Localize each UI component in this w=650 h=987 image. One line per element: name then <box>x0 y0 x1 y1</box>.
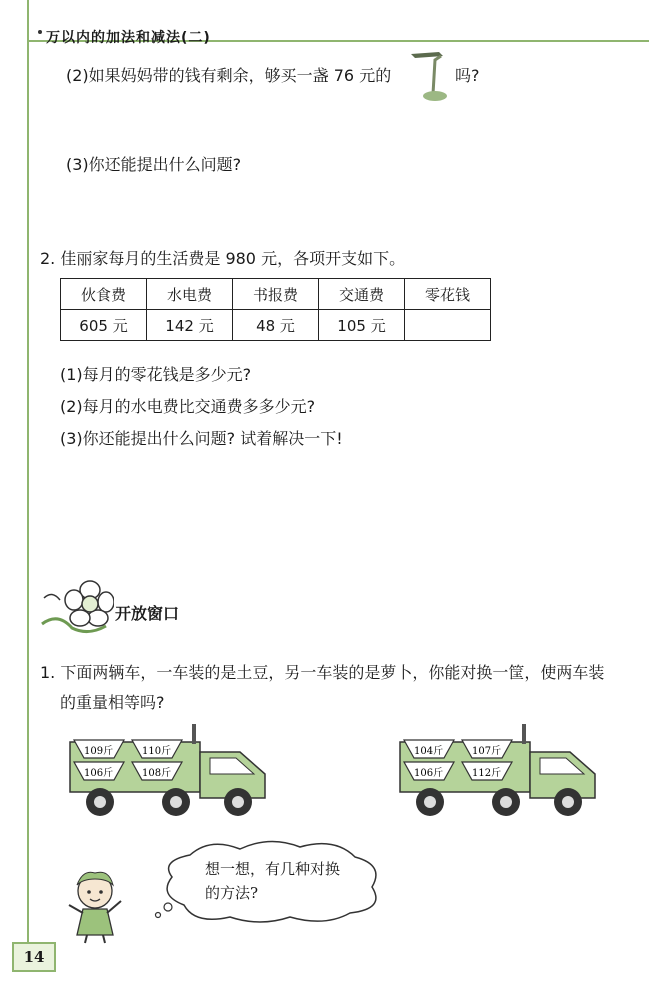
truck2-basket-label: 112斤 <box>472 768 502 779</box>
table-header-cell: 伙食费 <box>61 279 147 310</box>
table-header-cell: 书报费 <box>233 279 319 310</box>
expense-table <box>60 278 491 341</box>
cloud-line1: 想一想，有几种对换 <box>205 860 341 878</box>
table-header-cell: 水电费 <box>147 279 233 310</box>
flower-icon <box>38 572 114 640</box>
page-number: 14 <box>12 942 56 972</box>
truck2-basket-label: 106斤 <box>414 768 444 779</box>
truck-2 <box>390 720 600 820</box>
table-cell: 48 元 <box>233 310 319 341</box>
table-header-row <box>61 279 491 310</box>
table-cell: 142 元 <box>147 310 233 341</box>
desk-lamp-icon <box>405 48 457 104</box>
truck1-basket-label: 106斤 <box>84 768 114 779</box>
problem-2-sub3: (3)你还能提出什么问题? 试着解决一下! <box>60 429 343 448</box>
chapter-header: 万以内的加法和减法(二) <box>46 30 211 46</box>
problem-2-sub1: (1)每月的零花钱是多少元? <box>60 365 252 384</box>
header-bullet <box>38 30 42 34</box>
cloud-line2: 的方法? <box>205 884 259 902</box>
margin-line <box>27 0 29 945</box>
table-header-cell: 交通费 <box>319 279 405 310</box>
problem-2-sub2: (2)每月的水电费比交通费多多少元? <box>60 397 316 416</box>
table-header-cell: 零花钱 <box>405 279 491 310</box>
table-cell: 605 元 <box>61 310 147 341</box>
truck1-basket-label: 109斤 <box>84 746 114 757</box>
table-cell: 105 元 <box>319 310 405 341</box>
truck2-basket-label: 104斤 <box>414 746 444 757</box>
thought-cloud <box>150 835 390 925</box>
question-2-3: (3)你还能提出什么问题? <box>66 155 242 174</box>
open-problem-1-line1: 1. 下面两辆车，一车装的是土豆，另一车装的是萝卜，你能对换一筐，使两车装 <box>40 663 605 682</box>
table-cell <box>405 310 491 341</box>
truck1-basket-label: 110斤 <box>142 746 172 757</box>
question-2-2-end: 吗? <box>455 66 480 85</box>
table-row <box>61 310 491 341</box>
open-window-title: 开放窗口 <box>115 604 180 623</box>
question-2-2: (2)如果妈妈带的钱有剩余，够买一盏 76 元的 <box>66 66 392 85</box>
truck2-basket-label: 107斤 <box>472 746 502 757</box>
girl-illustration <box>55 865 135 945</box>
truck1-basket-label: 108斤 <box>142 768 172 779</box>
open-problem-1-line2: 的重量相等吗? <box>60 693 165 712</box>
truck-1 <box>60 720 270 820</box>
problem-2-stem: 2. 佳丽家每月的生活费是 980 元，各项开支如下。 <box>40 249 406 268</box>
